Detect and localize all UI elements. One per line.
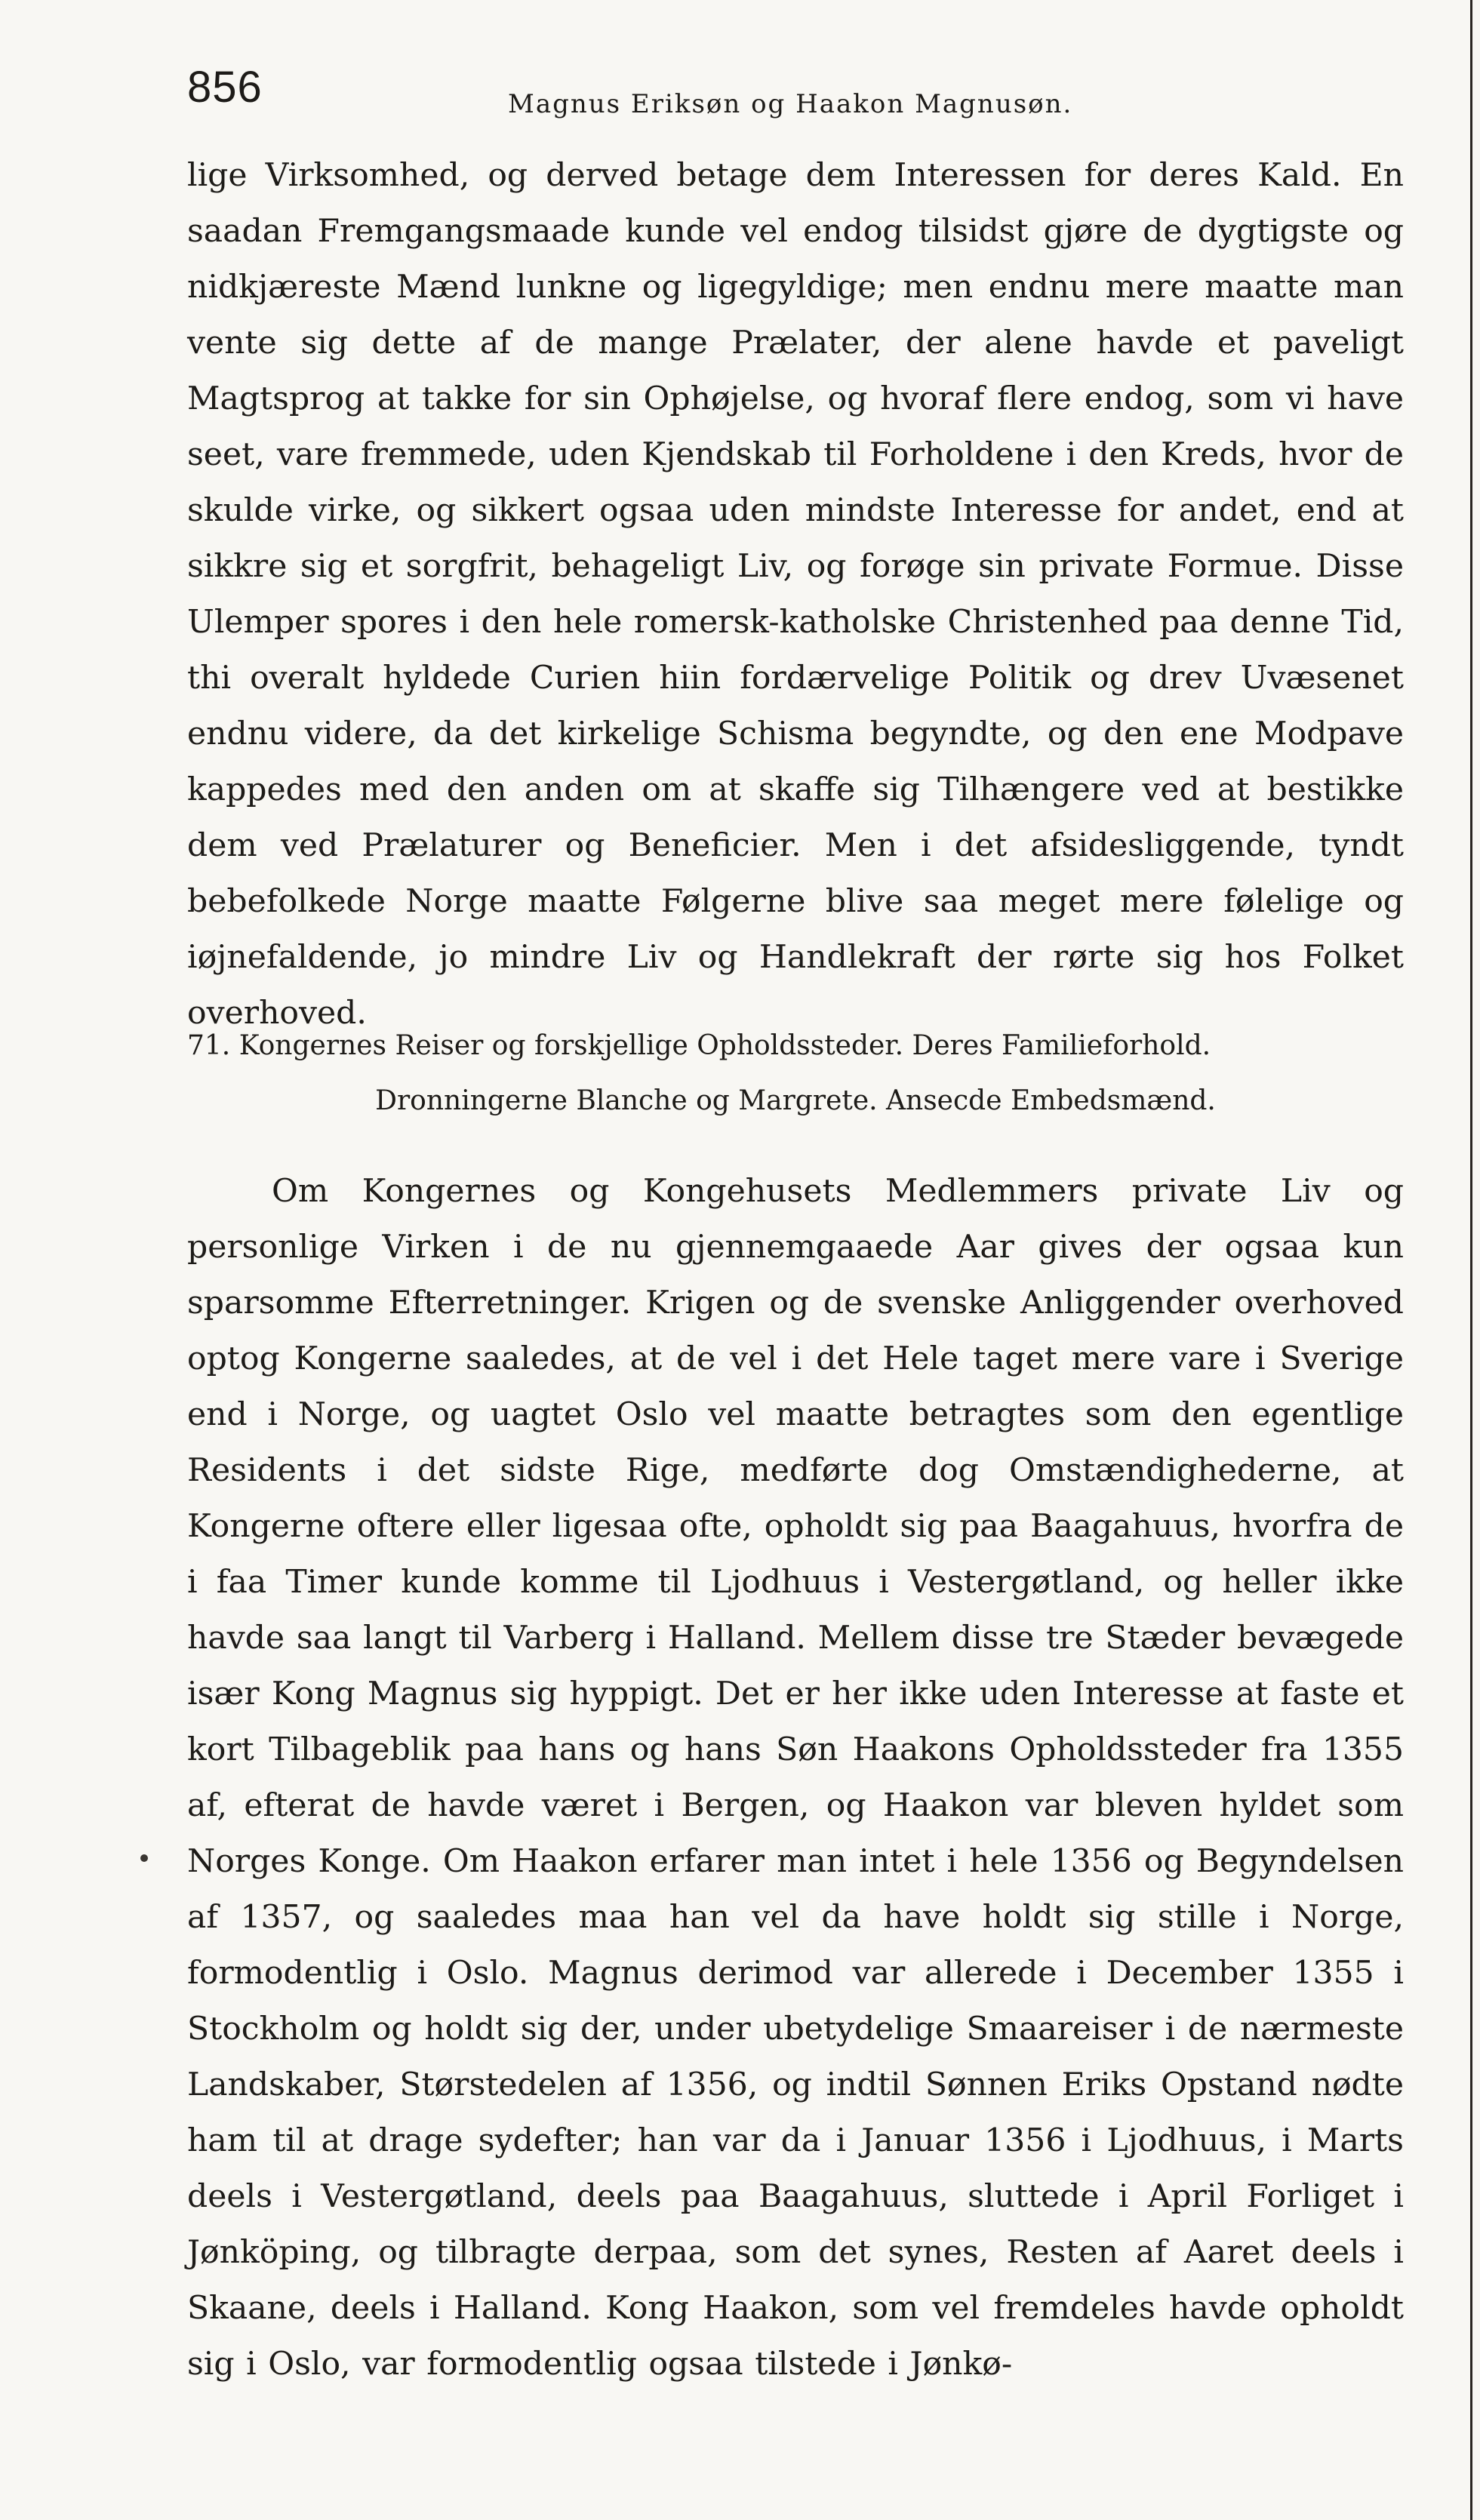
paragraph-continued: lige Virksomhed, og derved betage dem Interessen for deres Kald. En saadan Fremgangsmaade kunde vel endog tilsidst gjøre de dygtigste og nidkjæreste Mænd lunkne og ligegyldige; men endnu mere maatte man vente sig dette af de mange Prælater, der alene havde et paveligt Magtsprog at takke for sin Ophøjelse, og hvoraf flere endog, som vi have seet, vare fremmede, uden Kjendskab til Forholdene i den Kreds, hvor de skulde virke, og sikkert ogsaa uden mindste Interesse for andet, end at sikkre sig et sorgfrit, behageligt Liv, og forøge sin private Formue. Disse Ulemper spores i den hele romersk-katholske Christenhed paa denne Tid, thi overalt hyldede Curien hiin fordærvelige Politik og drev Uvæsenet endnu videre, da det kirkelige Schisma begyndte, og den ene Modpave kappedes med den anden om at skaffe sig Tilhængere ved at bestikke dem ved Prælaturer og Beneficier. Men i det afsidesliggende, tyndt bebefolkede Norge maatte Følgerne blive saa meget mere følelige og iøjnefaldende, jo mindre Liv og Handlekraft der rørte sig hos Folket overhoved. [187, 157, 1404, 1032]
section-paragraph: Om Kongernes og Kongehusets Medlemmers private Liv og personlige Virken i de nu gjennemgaaede Aar gives der ogsaa kun sparsomme Efterretninger. Krigen og de svenske Anliggender overhoved optog Kongerne saaledes, at de vel i det Hele taget mere vare i Sverige end i Norge, og uagtet Oslo vel maatte betragtes som den egentlige Residents i det sidste Rige, medførte dog Omstændighederne, at Kongerne oftere eller ligesaa ofte, opholdt sig paa Baagahuus, hvorfra de i faa Timer kunde komme til Ljodhuus i Vestergøtland, og heller ikke havde saa langt til Varberg i Halland. Mellem disse tre Stæder bevægede især Kong Magnus sig hyppigt. Det er her ikke uden Interesse at faste et kort Tilbageblik paa hans og hans Søn Haakons Opholdssteder fra 1355 af, efterat de havde været i Bergen, og Haakon var bleven hyldet som Norges Konge. Om Haakon erfarer man intet i hele 1356 og Begyndelsen af 1357, og saaledes maa han vel da have holdt sig stille i Norge, formodentlig i Oslo. Magnus derimod var allerede i December 1355 i Stockholm og holdt sig der, under ubetydelige Smaareiser i de nærmeste Landskaber, Størstedelen af 1356, og indtil Sønnen Eriks Opstand nødte ham til at drage sydefter; han var da i Januar 1356 i Ljodhuus, i Marts deels i Vestergøtland, deels paa Baagahuus, sluttede i April Forliget i Jønköping, og tilbragte derpaa, som det synes, Resten af Aaret deels i Skaane, deels i Halland. Kong Haakon, som vel fremdeles havde opholdt sig i Oslo, var formodentlig ogsaa tilstede i Jønkø- [187, 1173, 1404, 2383]
running-head: Magnus Eriksøn og Haakon Magnusøn. [508, 89, 1073, 119]
margin-dot [140, 1854, 148, 1862]
section-heading-line-2: Dronningerne Blanche og Margrete. Ansecde Embedsmænd. [375, 1085, 1216, 1116]
page-header [187, 62, 1410, 122]
page-edge-line [1470, 0, 1472, 2520]
page-number: 856 [187, 63, 263, 112]
section-heading-line-1: 71. Kongernes Reiser og forskjellige Opholdssteder. Deres Familieforhold. [187, 1030, 1211, 1061]
